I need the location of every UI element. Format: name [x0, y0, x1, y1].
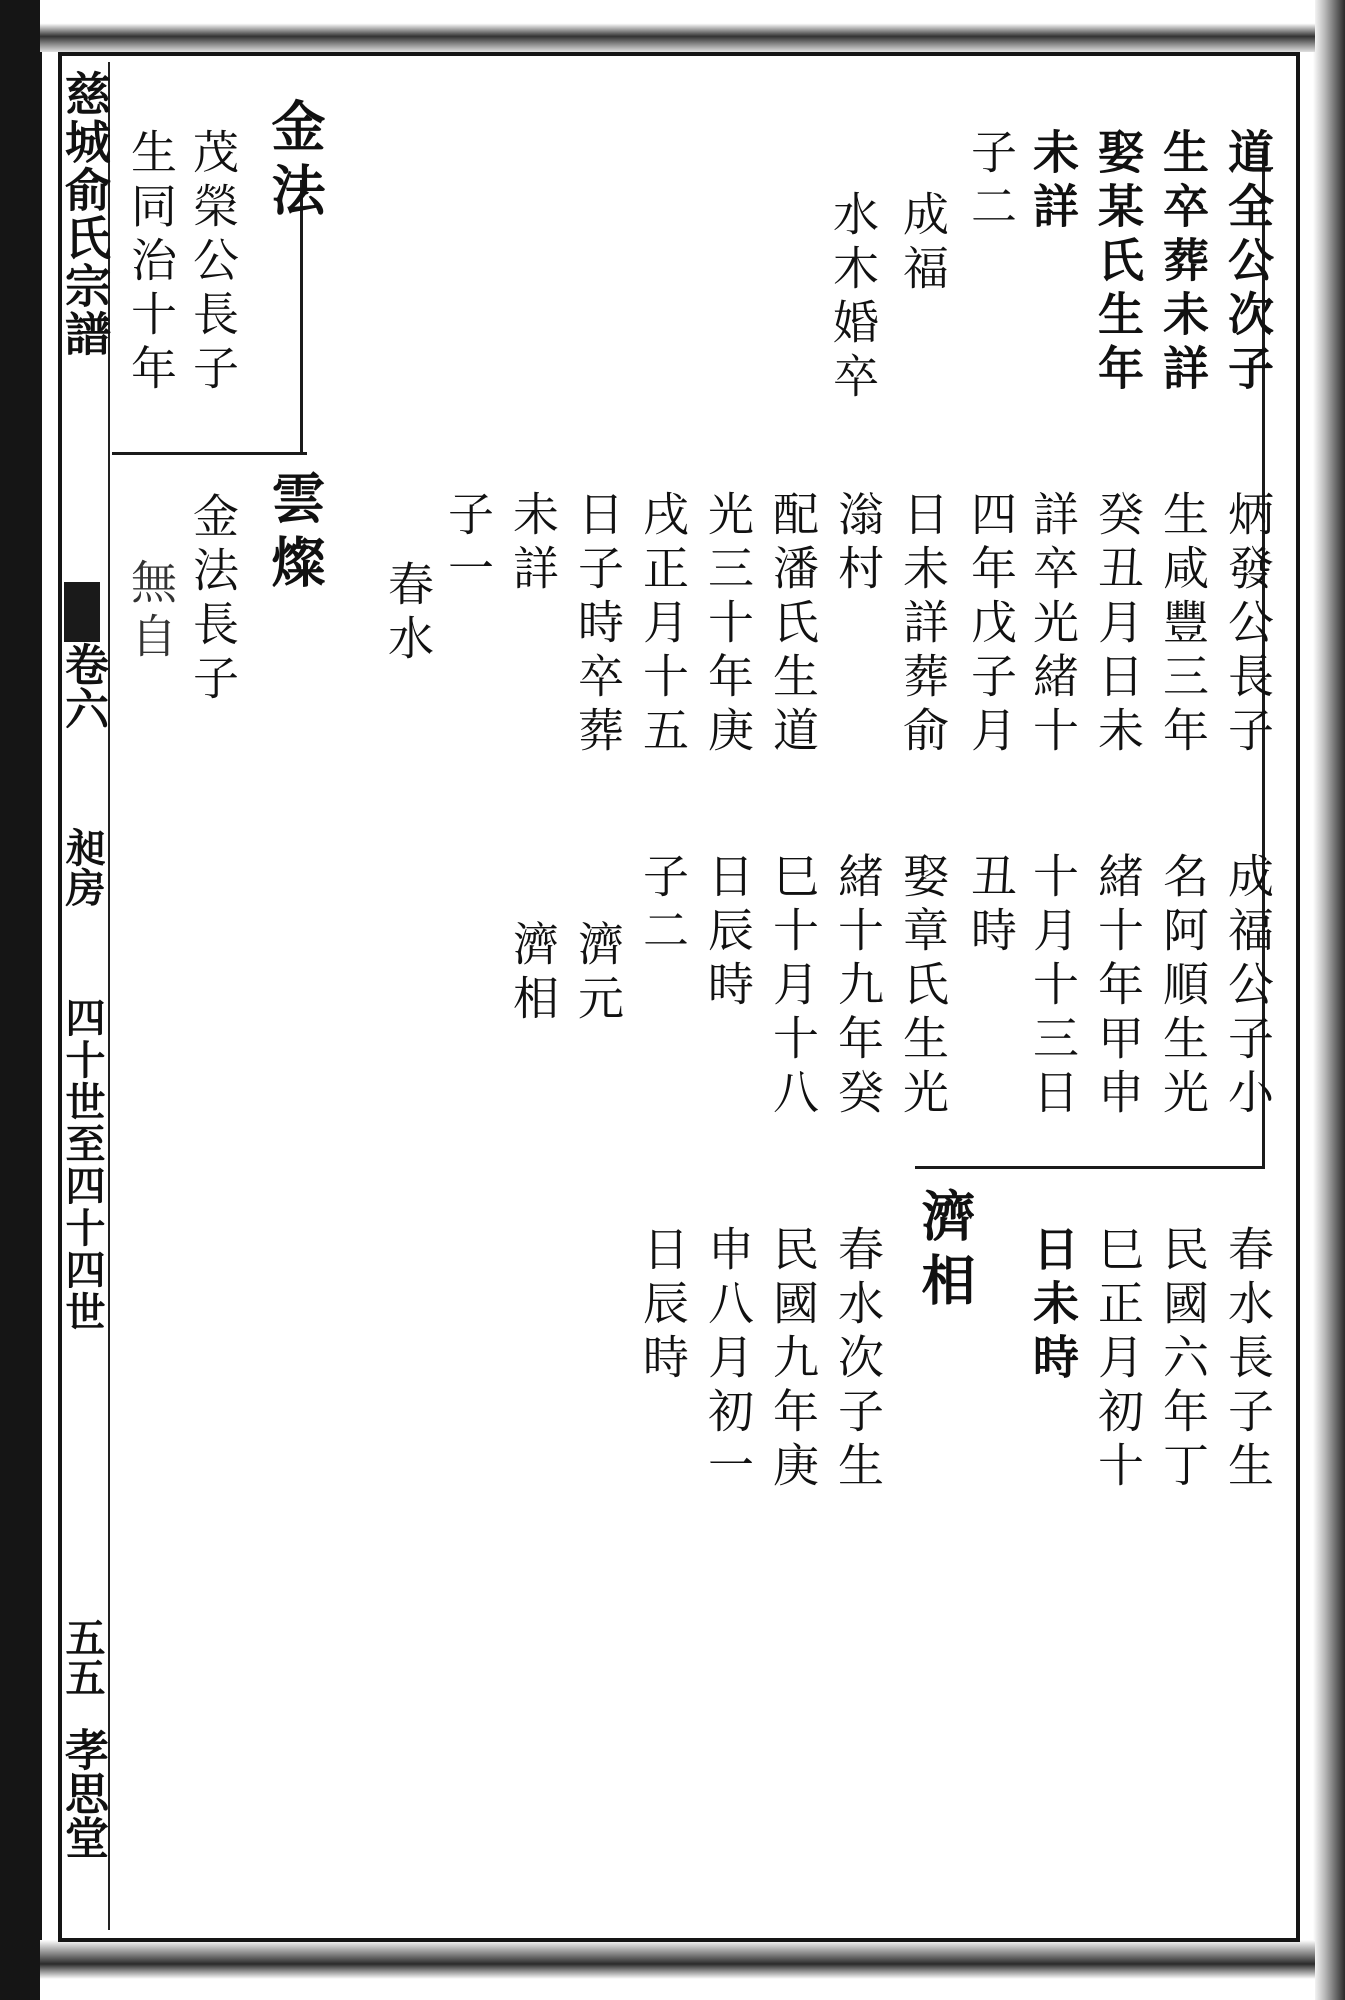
son-name: 濟元 [571, 920, 625, 1028]
entry-line: 癸丑月日未 [1091, 490, 1145, 760]
entry-line: 生卒葬未詳 [1156, 128, 1210, 398]
entry-line: 道全公次子 [1221, 128, 1275, 398]
tree-line-jixiang [915, 1166, 1265, 1169]
entry-line: 戌正月十五 [636, 490, 690, 760]
entry-line: 金法長子 [186, 492, 240, 708]
entry-line: 生同治十年 [124, 128, 178, 398]
entry-line: 滃村 [831, 490, 885, 598]
entry-line: 詳卒光緒十 [1026, 490, 1080, 760]
entry-line: 申八月初一 [701, 1225, 755, 1495]
entry-line: 巳十月十八 [766, 852, 820, 1122]
entry-line: 娶章氏生光 [896, 852, 950, 1122]
entry-line: 民國六年丁 [1156, 1225, 1210, 1495]
volume-label: 卷六 [57, 642, 108, 730]
entry-line: 娶某氏生年 [1091, 128, 1145, 398]
entry-line: 名阿順生光 [1156, 852, 1210, 1122]
entry-line: 未詳 [506, 490, 560, 598]
entry-line: 緒十九年癸 [831, 852, 885, 1122]
entry-line: 無自 [124, 558, 178, 666]
scan-edge-bottom [40, 1940, 1315, 2000]
son-name: 成福 [896, 190, 950, 298]
entry-line: 春水次子生 [831, 1225, 885, 1495]
book-title: 慈城俞氏宗譜 [58, 70, 112, 358]
person-name: 雲燦 [263, 470, 327, 598]
entry-line: 成福公子小 [1221, 852, 1275, 1122]
tree-line-jinfa [112, 452, 307, 455]
entry-line: 日子時卒葬 [571, 490, 625, 760]
entry-line: 配潘氏生道 [766, 490, 820, 760]
entry-line: 子一 [441, 490, 495, 598]
entry-line: 十月十三日 [1026, 852, 1080, 1122]
entry-line: 子二 [964, 128, 1018, 236]
entry-line: 春水長子生 [1221, 1225, 1275, 1495]
entry-line: 日辰時 [701, 852, 755, 1014]
entry-line: 日未詳葬俞 [896, 490, 950, 760]
person-name: 濟相 [913, 1188, 977, 1316]
entry-line: 四年戊子月 [964, 490, 1018, 760]
entry-line: 日辰時 [636, 1225, 690, 1387]
fish-tail-mark [64, 582, 100, 642]
branch-label: 昶房 [59, 827, 106, 907]
entry-line: 茂榮公長子 [186, 128, 240, 398]
entry-line: 日未時 [1026, 1225, 1080, 1387]
hall-name: 孝思堂 [57, 1727, 108, 1859]
entry-line: 民國九年庚 [766, 1225, 820, 1495]
entry-line: 緒十年甲申 [1091, 852, 1145, 1122]
son-name: 濟相 [506, 920, 560, 1028]
son-name: 春水 [381, 560, 435, 668]
entry-line: 炳發公長子 [1221, 490, 1275, 760]
entry-line: 光三十年庚 [701, 490, 755, 760]
page-number: 五五 [59, 1617, 106, 1697]
scan-edge-top [40, 0, 1315, 52]
son-note: 水木婚卒 [826, 190, 880, 406]
entry-line: 生咸豐三年 [1156, 490, 1210, 760]
scan-edge-right [1313, 0, 1345, 2000]
generation-range: 四十世至四十四世 [59, 997, 106, 1333]
person-name: 金法 [263, 98, 327, 226]
book-spine [57, 62, 112, 1930]
entry-line: 巳正月初十 [1091, 1225, 1145, 1495]
entry-line: 子二 [636, 852, 690, 960]
entry-line: 丑時 [964, 852, 1018, 960]
entry-line: 未詳 [1026, 128, 1080, 236]
scan-edge-left [0, 0, 42, 2000]
